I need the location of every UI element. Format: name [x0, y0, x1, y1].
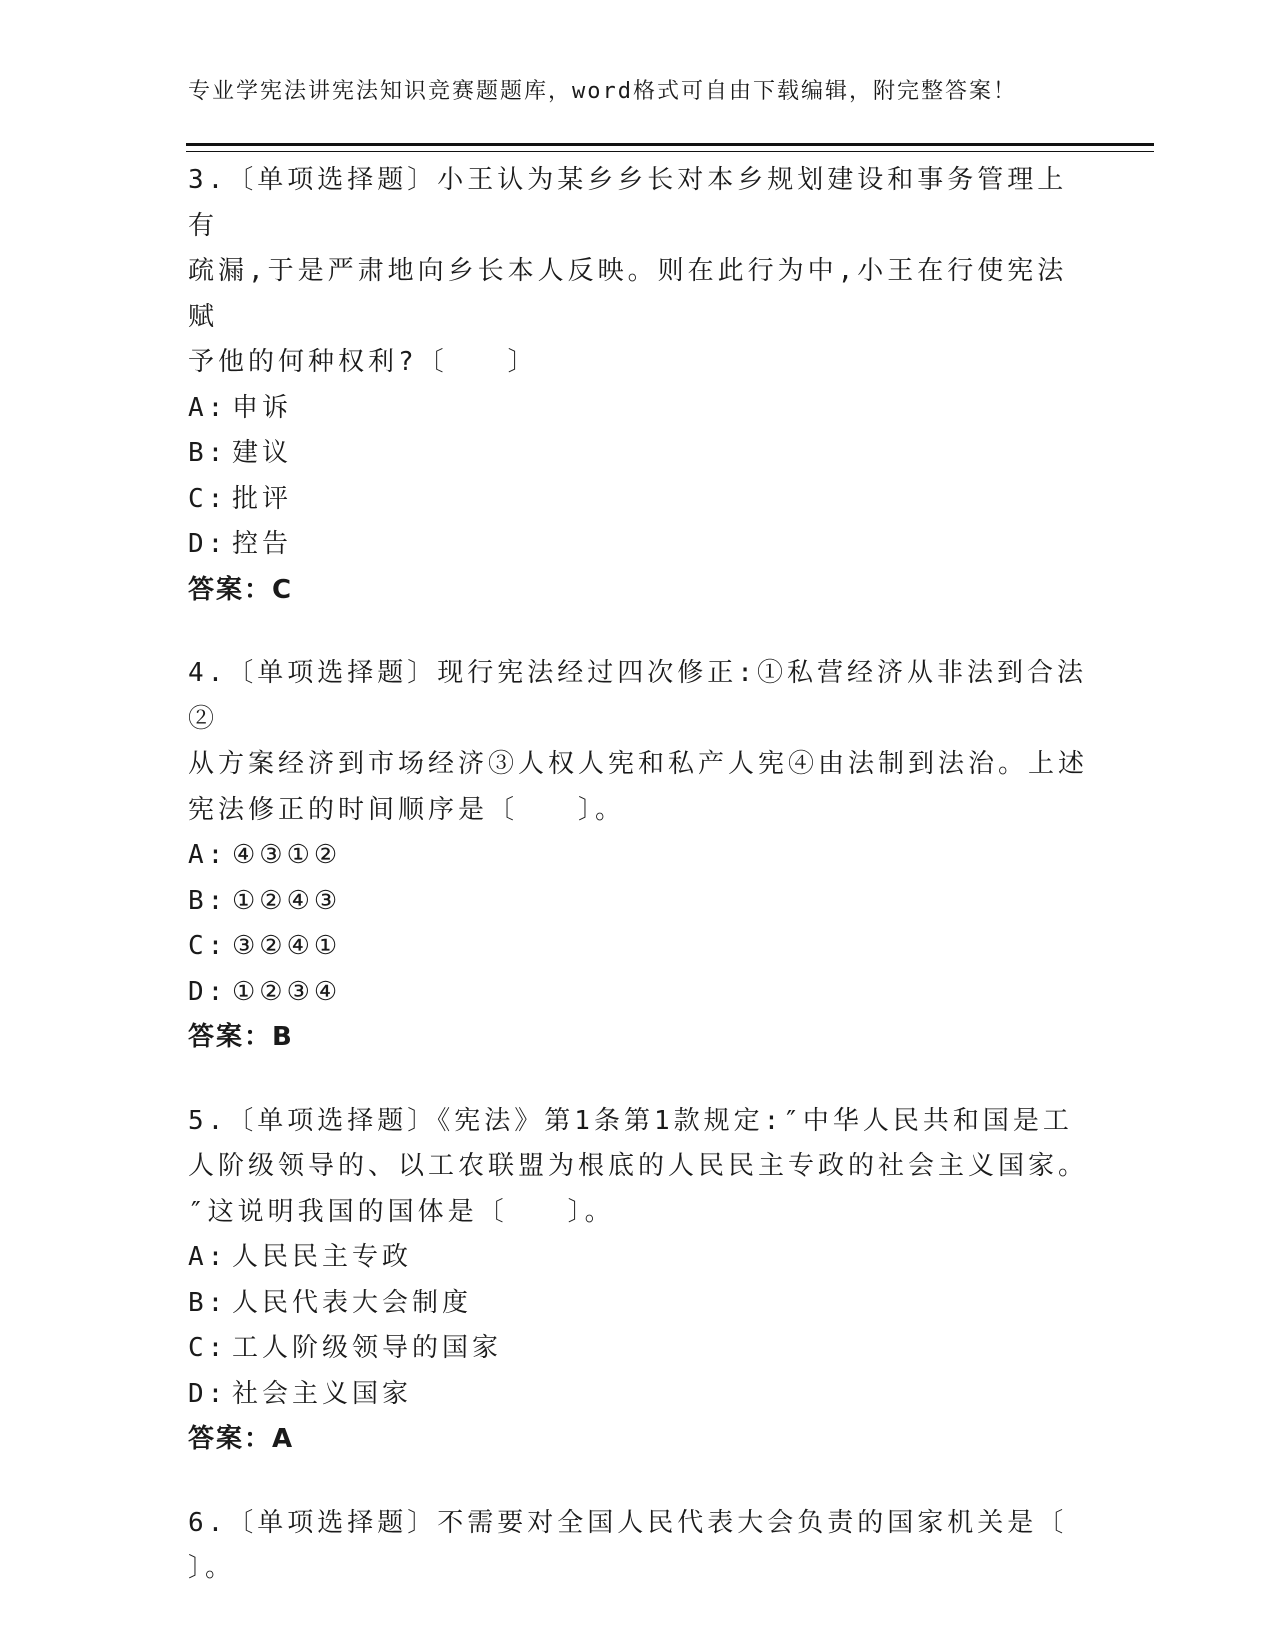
option-row	[188, 833, 1088, 879]
option-letter: B:	[188, 1287, 228, 1318]
option-row	[188, 970, 1088, 1016]
answer-line: 答案：C	[188, 574, 294, 605]
option-letter: B:	[188, 885, 228, 916]
option-letter: D:	[188, 1378, 228, 1409]
option-letter: A:	[188, 392, 228, 423]
option-letter: B:	[188, 438, 228, 468]
question-item	[188, 1501, 1088, 1592]
header-rule-thin	[186, 151, 1154, 152]
option-text: 控告	[232, 529, 293, 559]
question-stem-line: 6.〔单项选择题〕不需要对全国人民代表大会负责的国家机关是〔	[188, 1507, 1068, 1538]
option-row	[188, 477, 1088, 523]
question-stem-line: 5.〔单项选择题〕《宪法》第1条第1款规定:″中华人民共和国是工	[188, 1105, 1073, 1136]
option-letter: C:	[188, 483, 228, 514]
option-text: 批评	[232, 483, 293, 514]
question-stem-line: 4.〔单项选择题〕现行宪法经过四次修正:①私营经济从非法到合法②	[188, 658, 1087, 734]
page-header: 专业学宪法讲宪法知识竞赛题题库，word格式可自由下载编辑，附完整答案！	[188, 79, 1017, 104]
header-rule	[186, 143, 1154, 146]
option-text: 人民代表大会制度	[232, 1287, 473, 1318]
question-stem-line: 疏漏,于是严肃地向乡长本人反映。则在此行为中,小王在行使宪法赋	[188, 256, 1068, 332]
option-row	[188, 924, 1088, 970]
option-letter: A:	[188, 840, 228, 870]
option-row	[188, 1372, 1088, 1418]
question-list	[188, 158, 1088, 1630]
option-text: 工人阶级领导的国家	[232, 1333, 503, 1363]
option-row	[188, 1235, 1088, 1281]
option-row	[188, 1326, 1088, 1372]
question-stem-line: 人阶级领导的、以工农联盟为根底的人民民主专政的社会主义国家。	[188, 1151, 1089, 1181]
option-letter: A:	[188, 1242, 228, 1272]
option-text: ①②③④	[232, 976, 342, 1007]
question-item	[188, 158, 1088, 613]
option-letter: C:	[188, 1333, 228, 1363]
question-stem-line: ″这说明我国的国体是〔 〕。	[188, 1196, 615, 1227]
option-row	[188, 386, 1088, 432]
answer-line: 答案：B	[188, 1022, 294, 1052]
option-text: ①②④③	[232, 885, 342, 916]
option-row	[188, 1281, 1088, 1327]
option-text: 社会主义国家	[232, 1378, 413, 1409]
option-letter: D:	[188, 976, 228, 1007]
option-row	[188, 879, 1088, 925]
question-stem-line: 〕。	[188, 1553, 236, 1583]
answer-line: 答案：A	[188, 1424, 295, 1454]
option-text: 申诉	[232, 392, 293, 423]
question-stem-line: 从方案经济到市场经济③人权人宪和私产人宪④由法制到法治。上述	[188, 749, 1089, 779]
question-item	[188, 651, 1088, 1061]
option-row	[188, 522, 1088, 568]
question-stem-line: 予他的何种权利?〔 〕	[188, 347, 538, 377]
option-letter: C:	[188, 931, 228, 961]
option-text: ③②④①	[232, 931, 342, 961]
option-letter: D:	[188, 529, 228, 559]
option-row	[188, 431, 1088, 477]
question-stem-line: 宪法修正的时间顺序是〔 〕。	[188, 794, 626, 825]
question-item	[188, 1099, 1088, 1463]
question-stem-line: 3.〔单项选择题〕小王认为某乡乡长对本乡规划建设和事务管理上有	[188, 165, 1068, 241]
option-text: 建议	[232, 438, 293, 468]
option-text: ④③①②	[232, 840, 342, 870]
option-text: 人民民主专政	[232, 1242, 413, 1272]
